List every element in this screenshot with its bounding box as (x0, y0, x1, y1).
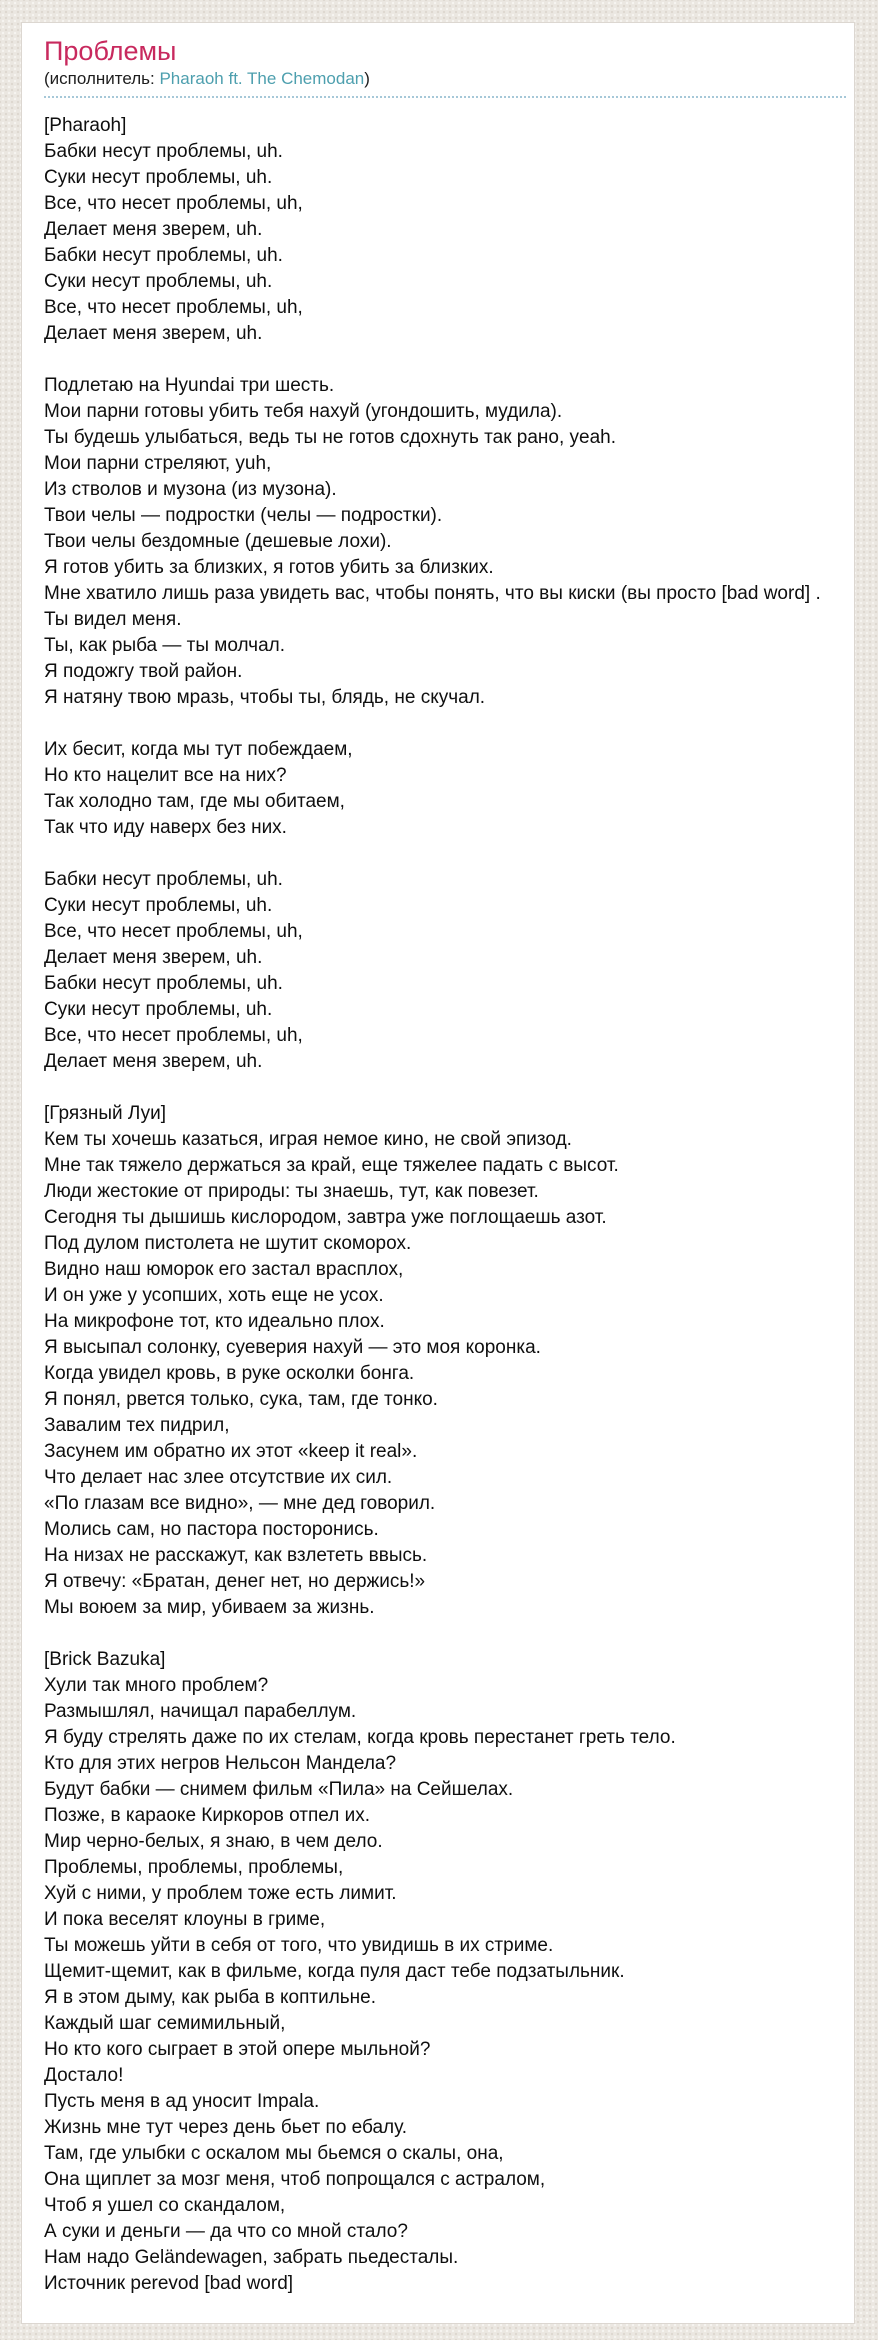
lyric-line: Так холодно там, где мы обитаем, (44, 791, 345, 812)
lyric-line: Кто для этих негров Нельсон Мандела? (44, 1753, 397, 1774)
lyric-line: Молись сам, но пастора посторонись. (44, 1519, 379, 1540)
lyric-line: Ты будешь улыбаться, ведь ты не готов сдохнуть так рано, yeah. (44, 427, 617, 448)
lyric-line: Ты можешь уйти в себя от того, что увидишь в их стриме. (44, 1935, 554, 1956)
lyric-line: Жизнь мне тут через день бьет по ебалу. (44, 2117, 407, 2138)
lyric-line: Чтоб я ушел со скандалом, (44, 2195, 286, 2216)
lyric-line: «По глазам все видно», — мне дед говорил. (44, 1493, 436, 1514)
lyric-line: Все, что несет проблемы, uh, (44, 1025, 303, 1046)
lyric-line: Суки несут проблемы, uh. (44, 999, 273, 1020)
lyric-line: А суки и деньги — да что со мной стало? (44, 2221, 408, 2242)
lyric-line: Щемит-щемит, как в фильме, когда пуля даст тебе подзатыльник. (44, 1961, 625, 1982)
lyric-line: Под дулом пистолета не шутит скоморох. (44, 1233, 412, 1254)
stanza (44, 113, 846, 347)
stanza (44, 737, 846, 841)
lyric-line: Мне хватило лишь раза увидеть вас, чтобы понять, что вы киски (вы просто [bad word] . (44, 583, 821, 604)
artist-line (44, 69, 846, 98)
stanza (44, 867, 846, 1075)
lyric-line: Я подожгу твой район. (44, 661, 243, 682)
lyric-line: И пока веселят клоуны в гриме, (44, 1909, 326, 1930)
performer-label: (исполнитель: (44, 69, 160, 88)
lyric-line: Бабки несут проблемы, uh. (44, 245, 283, 266)
lyric-line: Завалим тех пидрил, (44, 1415, 230, 1436)
lyric-line: Твои челы — подростки (челы — подростки). (44, 505, 443, 526)
lyrics-text (44, 113, 846, 2297)
lyric-line: Я отвечу: «Братан, денег нет, но держись!» (44, 1571, 426, 1592)
lyric-line: Мои парни готовы убить тебя нахуй (угондошить, мудила). (44, 401, 563, 422)
lyric-line: Размышлял, начищал парабеллум. (44, 1701, 357, 1722)
lyric-line: Бабки несут проблемы, uh. (44, 869, 283, 890)
lyric-line: Но кто кого сыграет в этой опере мыльной? (44, 2039, 431, 2060)
lyric-line: Из стволов и музона (из музона). (44, 479, 337, 500)
stanza (44, 1101, 846, 1621)
lyric-line: Бабки несут проблемы, uh. (44, 973, 283, 994)
lyrics-card (21, 22, 855, 2324)
lyric-line: Я буду стрелять даже по их стелам, когда кровь перестанет греть тело. (44, 1727, 676, 1748)
lyric-line: На микрофоне тот, кто идеально плох. (44, 1311, 385, 1332)
lyric-line: Кем ты хочешь казаться, играя немое кино, не свой эпизод. (44, 1129, 572, 1150)
lyric-line: Я высыпал солонку, суеверия нахуй — это моя коронка. (44, 1337, 541, 1358)
lyric-line: На низах не расскажут, как взлететь ввысь. (44, 1545, 428, 1566)
lyric-line: Мне так тяжело держаться за край, еще тяжелее падать с высот. (44, 1155, 619, 1176)
lyric-line: Я натяну твою мразь, чтобы ты, блядь, не скучал. (44, 687, 486, 708)
lyric-line: [Грязный Луи] (44, 1103, 166, 1124)
stanza (44, 373, 846, 711)
lyric-line: Она щиплет за мозг меня, чтоб попрощался с астралом, (44, 2169, 546, 2190)
lyric-line: Нам надо Geländewagen, забрать пьедесталы. (44, 2247, 459, 2268)
lyric-line: Их бесит, когда мы тут побеждаем, (44, 739, 353, 760)
lyric-line: Люди жестокие от природы: ты знаешь, тут, как повезет. (44, 1181, 539, 1202)
lyric-line: Достало! (44, 2065, 124, 2086)
lyric-line: Бабки несут проблемы, uh. (44, 141, 283, 162)
lyric-line: Засунем им обратно их этот «keep it real». (44, 1441, 418, 1462)
lyric-line: Хули так много проблем? (44, 1675, 269, 1696)
lyric-line: Я готов убить за близких, я готов убить за близких. (44, 557, 494, 578)
lyric-line: Подлетаю на Hyundai три шесть. (44, 375, 335, 396)
artist-line-suffix: ) (364, 69, 370, 88)
lyric-line: Там, где улыбки с оскалом мы бьемся о скалы, она, (44, 2143, 504, 2164)
lyric-line: Будут бабки — снимем фильм «Пила» на Сейшелах. (44, 1779, 514, 1800)
lyric-line: Каждый шаг семимильный, (44, 2013, 286, 2034)
lyric-line: Видно наш юморок его застал врасплох, (44, 1259, 404, 1280)
lyric-line: Когда увидел кровь, в руке осколки бонга. (44, 1363, 415, 1384)
lyric-line: Суки несут проблемы, uh. (44, 895, 273, 916)
lyric-line: Суки несут проблемы, uh. (44, 167, 273, 188)
lyric-line: Делает меня зверем, uh. (44, 219, 263, 240)
lyric-line: Все, что несет проблемы, uh, (44, 921, 303, 942)
lyric-line: Пусть меня в ад уносит Impala. (44, 2091, 320, 2112)
lyric-line: Проблемы, проблемы, проблемы, (44, 1857, 344, 1878)
page-title: Проблемы (44, 36, 177, 66)
lyric-line: Твои челы бездомные (дешевые лохи). (44, 531, 392, 552)
lyric-line: Суки несут проблемы, uh. (44, 271, 273, 292)
lyric-line: Делает меня зверем, uh. (44, 323, 263, 344)
lyric-line: [Brick Bazuka] (44, 1649, 166, 1670)
lyric-line: Хуй с ними, у проблем тоже есть лимит. (44, 1883, 397, 1904)
lyric-line: [Pharaoh] (44, 115, 127, 136)
lyric-line: Все, что несет проблемы, uh, (44, 297, 303, 318)
lyric-line: Все, что несет проблемы, uh, (44, 193, 303, 214)
lyric-line: И он уже у усопших, хоть еще не усох. (44, 1285, 384, 1306)
lyric-line: Я понял, рвется только, сука, там, где тонко. (44, 1389, 438, 1410)
lyric-line: Но кто нацелит все на них? (44, 765, 287, 786)
lyric-line: Я в этом дыму, как рыба в коптильне. (44, 1987, 377, 2008)
lyric-line: Сегодня ты дышишь кислородом, завтра уже поглощаешь азот. (44, 1207, 607, 1228)
lyric-line: Источник perevod [bad word] (44, 2273, 294, 2294)
lyric-line: Ты видел меня. (44, 609, 182, 630)
lyric-line: Мои парни стреляют, yuh, (44, 453, 272, 474)
lyric-line: Что делает нас злее отсутствие их сил. (44, 1467, 393, 1488)
lyric-line: Позже, в караоке Киркоров отпел их. (44, 1805, 370, 1826)
artist-link[interactable]: Pharaoh ft. The Chemodan (159, 69, 365, 88)
lyric-line: Мир черно-белых, я знаю, в чем дело. (44, 1831, 383, 1852)
lyric-line: Ты, как рыба — ты молчал. (44, 635, 286, 656)
lyric-line: Делает меня зверем, uh. (44, 1051, 263, 1072)
lyric-line: Мы воюем за мир, убиваем за жизнь. (44, 1597, 375, 1618)
stanza (44, 1647, 846, 2297)
lyric-line: Так что иду наверх без них. (44, 817, 287, 838)
lyric-line: Делает меня зверем, uh. (44, 947, 263, 968)
